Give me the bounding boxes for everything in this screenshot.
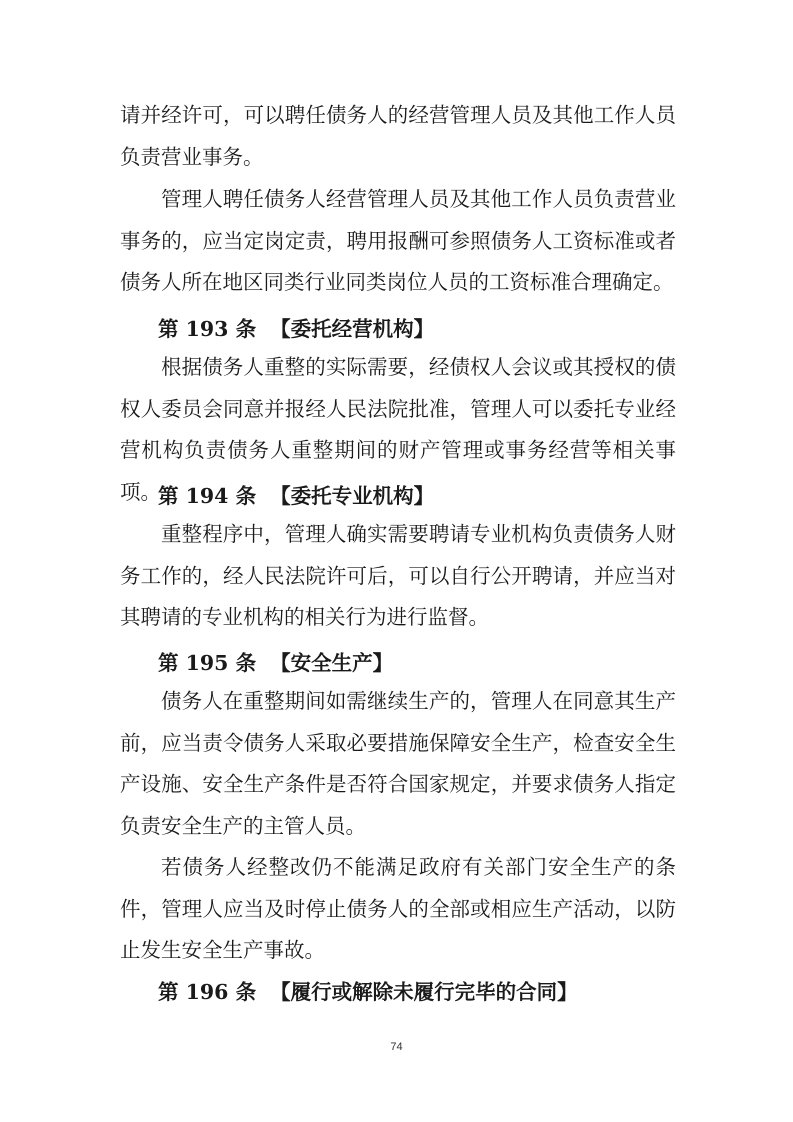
article-number: 第 195 条 [158, 651, 257, 675]
article-196-heading [158, 977, 578, 1007]
paragraph-continuation: 请并经许可，可以聘任债务人的经营管理人员及其他工作人员负责营业事务。 [120, 103, 676, 169]
paragraph-article-194: 重整程序中，管理人确实需要聘请专业机构负责债务人财务工作的，经人民法院许可后，可以自行公开聘请，并应当对其聘请的专业机构的相关行为进行监督。 [120, 522, 676, 629]
article-number: 第 196 条 [158, 980, 257, 1004]
article-number: 第 193 条 [158, 317, 257, 341]
article-title: 【委托经营机构】 [270, 317, 435, 341]
article-title: 【履行或解除未履行完毕的合同】 [270, 980, 578, 1004]
page-number: 74 [390, 1041, 403, 1053]
paragraph-hiring-staff: 管理人聘任债务人经营管理人员及其他工作人员负责营业事务的，应当定岗定责，聘用报酬可参照债务人工资标准或者债务人所在地区同类行业同类岗位人员的工资标准合理确定。 [120, 187, 676, 294]
article-194-heading [158, 481, 434, 511]
paragraph-article-195: 债务人在重整期间如需继续生产的，管理人在同意其生产前，应当责令债务人采取必要措施保障安全生产，检查安全生产设施、安全生产条件是否符合国家规定，并要求债务人指定负责安全生产的主管人员。 [120, 689, 676, 838]
paragraph-rectification: 若债务人经整改仍不能满足政府有关部门安全生产的条件，管理人应当及时停止债务人的全部或相应生产活动，以防止发生安全生产事故。 [120, 855, 676, 962]
article-195-heading [158, 648, 393, 678]
paragraph-article-193: 根据债务人重整的实际需要，经债权人会议或其授权的债权人委员会同意并报经人民法院批准，管理人可以委托专业经营机构负责债务人重整期间的财产管理或事务经营等相关事项。 [120, 355, 676, 504]
article-number: 第 194 条 [158, 484, 257, 508]
article-title: 【委托专业机构】 [270, 484, 435, 508]
article-193-heading [158, 314, 434, 344]
article-title: 【安全生产】 [270, 651, 394, 675]
